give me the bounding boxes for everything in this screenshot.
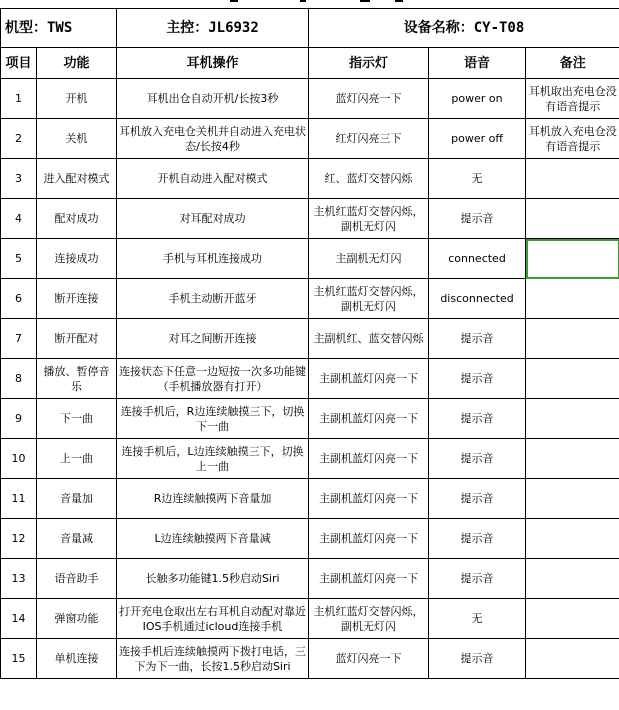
cell-function[interactable]: 音量加 xyxy=(37,479,117,519)
cell-operation[interactable]: 连接手机后连续触摸两下拨打电话，三下为下一曲，长按1.5秒启动Siri xyxy=(117,639,309,679)
col-header-indicator[interactable]: 指示灯 xyxy=(309,48,429,79)
cell-operation[interactable]: 开机自动进入配对模式 xyxy=(117,159,309,199)
cell-indicator[interactable]: 主副机无灯闪 xyxy=(309,239,429,279)
cell-indicator[interactable]: 红、蓝灯交替闪烁 xyxy=(309,159,429,199)
cell-indicator[interactable]: 主副机红、蓝交替闪烁 xyxy=(309,319,429,359)
controller-cell[interactable]: 主控：JL6932 xyxy=(117,9,309,48)
cell-note[interactable] xyxy=(526,559,619,599)
cell-indicator[interactable]: 主副机蓝灯闪亮一下 xyxy=(309,359,429,399)
cell-item-no[interactable]: 5 xyxy=(1,239,37,279)
cell-item-no[interactable]: 3 xyxy=(1,159,37,199)
table-row xyxy=(1,559,619,599)
cell-item-no[interactable]: 12 xyxy=(1,519,37,559)
table-row xyxy=(1,79,619,119)
cell-function[interactable]: 播放、暂停音乐 xyxy=(37,359,117,399)
cell-indicator[interactable]: 蓝灯闪亮一下 xyxy=(309,639,429,679)
cell-note[interactable] xyxy=(526,399,619,439)
cell-item-no[interactable]: 15 xyxy=(1,639,37,679)
cell-function[interactable]: 音量减 xyxy=(37,519,117,559)
cell-function[interactable]: 弹窗功能 xyxy=(37,599,117,639)
cell-item-no[interactable]: 7 xyxy=(1,319,37,359)
cell-operation[interactable]: R边连续触摸两下音量加 xyxy=(117,479,309,519)
table-row xyxy=(1,119,619,159)
table-row xyxy=(1,279,619,319)
cropped-title-strip xyxy=(0,0,619,8)
cell-note[interactable] xyxy=(526,519,619,559)
cell-voice[interactable]: power on xyxy=(429,79,526,119)
cell-indicator[interactable]: 蓝灯闪亮一下 xyxy=(309,79,429,119)
cell-note[interactable] xyxy=(526,159,619,199)
cell-note[interactable] xyxy=(526,439,619,479)
cell-voice[interactable]: 提示音 xyxy=(429,559,526,599)
cell-item-no[interactable]: 14 xyxy=(1,599,37,639)
cell-indicator[interactable]: 主副机蓝灯闪亮一下 xyxy=(309,439,429,479)
col-header-operation[interactable]: 耳机操作 xyxy=(117,48,309,79)
table-row xyxy=(1,479,619,519)
cell-note[interactable]: 耳机放入充电仓没有语音提示 xyxy=(526,119,619,159)
cell-voice[interactable]: 提示音 xyxy=(429,319,526,359)
cell-operation[interactable]: 连接手机后，R边连续触摸三下，切换下一曲 xyxy=(117,399,309,439)
cell-note[interactable] xyxy=(526,479,619,519)
cell-voice[interactable]: 提示音 xyxy=(429,479,526,519)
col-header-function[interactable]: 功能 xyxy=(37,48,117,79)
cell-note[interactable]: 耳机取出充电仓没有语音提示 xyxy=(526,79,619,119)
cell-note[interactable] xyxy=(526,239,619,279)
device-name-cell[interactable]: 设备名称：CY-T08 xyxy=(309,9,619,48)
cell-note[interactable] xyxy=(526,599,619,639)
cell-function[interactable]: 下一曲 xyxy=(37,399,117,439)
table-row xyxy=(1,599,619,639)
cell-function[interactable]: 断开配对 xyxy=(37,319,117,359)
cell-item-no[interactable]: 2 xyxy=(1,119,37,159)
cell-function[interactable]: 单机连接 xyxy=(37,639,117,679)
table-row xyxy=(1,239,619,279)
cell-operation[interactable]: 连接手机后，L边连续触摸三下，切换上一曲 xyxy=(117,439,309,479)
cell-voice[interactable]: 无 xyxy=(429,159,526,199)
cell-voice[interactable]: 提示音 xyxy=(429,439,526,479)
cell-operation[interactable]: L边连续触摸两下音量减 xyxy=(117,519,309,559)
cell-function[interactable]: 断开连接 xyxy=(37,279,117,319)
cell-indicator[interactable]: 主副机蓝灯闪亮一下 xyxy=(309,479,429,519)
table-row xyxy=(1,199,619,239)
cell-note[interactable] xyxy=(526,279,619,319)
cell-indicator[interactable]: 主副机蓝灯闪亮一下 xyxy=(309,559,429,599)
cell-item-no[interactable]: 9 xyxy=(1,399,37,439)
col-header-note[interactable]: 备注 xyxy=(526,48,619,79)
cell-indicator[interactable]: 红灯闪亮三下 xyxy=(309,119,429,159)
cell-function[interactable]: 开机 xyxy=(37,79,117,119)
cell-operation[interactable]: 打开充电仓取出左右耳机自动配对靠近IOS手机通过icloud连接手机 xyxy=(117,599,309,639)
cell-function[interactable]: 连接成功 xyxy=(37,239,117,279)
cell-voice[interactable]: 提示音 xyxy=(429,399,526,439)
cell-note[interactable] xyxy=(526,199,619,239)
cell-operation[interactable]: 耳机出仓自动开机/长按3秒 xyxy=(117,79,309,119)
cell-operation[interactable]: 手机与耳机连接成功 xyxy=(117,239,309,279)
cell-note[interactable] xyxy=(526,319,619,359)
cell-operation[interactable]: 对耳配对成功 xyxy=(117,199,309,239)
cell-voice[interactable]: 无 xyxy=(429,599,526,639)
cell-operation[interactable]: 耳机放入充电仓关机并自动进入充电状态/长按4秒 xyxy=(117,119,309,159)
cell-voice[interactable]: power off xyxy=(429,119,526,159)
cell-item-no[interactable]: 11 xyxy=(1,479,37,519)
col-header-item[interactable]: 项目 xyxy=(1,48,37,79)
cell-function[interactable]: 上一曲 xyxy=(37,439,117,479)
table-row xyxy=(1,159,619,199)
cell-indicator[interactable]: 主副机蓝灯闪亮一下 xyxy=(309,399,429,439)
table-row xyxy=(1,439,619,479)
cell-function[interactable]: 关机 xyxy=(37,119,117,159)
cell-voice[interactable]: 提示音 xyxy=(429,519,526,559)
cell-operation[interactable]: 连接状态下任意一边短按一次多功能键（手机播放器有打开） xyxy=(117,359,309,399)
table-row xyxy=(1,519,619,559)
col-header-voice[interactable]: 语音 xyxy=(429,48,526,79)
cell-voice[interactable]: 提示音 xyxy=(429,359,526,399)
cell-item-no[interactable]: 1 xyxy=(1,79,37,119)
cell-note[interactable] xyxy=(526,359,619,399)
cell-voice[interactable]: 提示音 xyxy=(429,199,526,239)
meta-row xyxy=(1,9,619,48)
cell-note[interactable] xyxy=(526,639,619,679)
cell-item-no[interactable]: 10 xyxy=(1,439,37,479)
cell-operation[interactable]: 长触多功能键1.5秒启动Siri xyxy=(117,559,309,599)
cell-indicator[interactable]: 主机红蓝灯交替闪烁，副机无灯闪 xyxy=(309,199,429,239)
cell-indicator[interactable]: 主机红蓝灯交替闪烁，副机无灯闪 xyxy=(309,599,429,639)
cell-voice[interactable]: connected xyxy=(429,239,526,279)
cell-function[interactable]: 语音助手 xyxy=(37,559,117,599)
cell-function[interactable]: 配对成功 xyxy=(37,199,117,239)
spec-table xyxy=(0,8,619,679)
table-row xyxy=(1,639,619,679)
cell-operation[interactable]: 对耳之间断开连接 xyxy=(117,319,309,359)
table-row xyxy=(1,399,619,439)
cell-indicator[interactable]: 主副机蓝灯闪亮一下 xyxy=(309,519,429,559)
table-row xyxy=(1,319,619,359)
cell-voice[interactable]: 提示音 xyxy=(429,639,526,679)
header-row xyxy=(1,48,619,79)
cell-operation[interactable]: 手机主动断开蓝牙 xyxy=(117,279,309,319)
cell-item-no[interactable]: 4 xyxy=(1,199,37,239)
cell-voice[interactable]: disconnected xyxy=(429,279,526,319)
cell-function[interactable]: 进入配对模式 xyxy=(37,159,117,199)
cell-item-no[interactable]: 6 xyxy=(1,279,37,319)
model-cell[interactable]: 机型：TWS xyxy=(1,9,117,48)
table-row xyxy=(1,359,619,399)
cell-indicator[interactable]: 主机红蓝灯交替闪烁，副机无灯闪 xyxy=(309,279,429,319)
cell-item-no[interactable]: 13 xyxy=(1,559,37,599)
cell-item-no[interactable]: 8 xyxy=(1,359,37,399)
